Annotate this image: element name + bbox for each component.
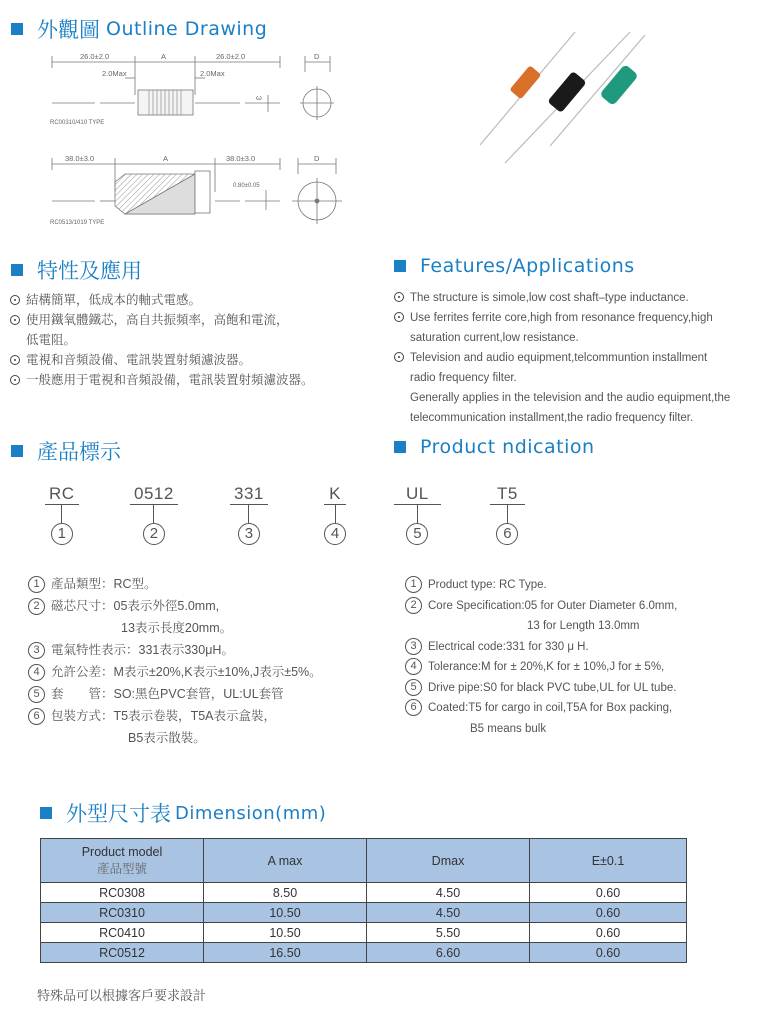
title-square-icon [40,807,52,819]
bullet-icon [10,375,20,385]
list-item: 2 Core Specification:05 for Outer Diameter 6.0mm, [405,596,677,617]
code-part-3: 331 3 [230,484,268,545]
drawing1-lead-left-label: 26.0±2.0 [80,52,110,61]
title-square-icon [394,260,406,272]
header-d-max: Dmax [367,839,530,883]
list-item-continuation: 13表示長度20mm。 [121,621,233,635]
dimension-table [40,838,687,963]
drawing1-type-label: RC00310/410 TYPE [50,120,105,126]
drawing2-lead-left-label: 38.0±3.0 [65,154,95,163]
bullet-icon [394,292,404,302]
features-zh-list [10,290,314,390]
list-item: 3 Electrical code:331 for 330 μ H. [405,637,677,658]
list-item-continuation: B5 means bulk [470,722,547,735]
bullet-icon [10,355,20,365]
indication-zh-list [28,573,322,749]
bullet-icon [10,315,20,325]
dimension-title-zh: 外型尺寸表 [66,803,171,826]
drawing1-gap-right-label: 2.0Max [200,69,225,78]
header-a-max: A max [204,839,367,883]
features-en-title-text: Features/Applications [420,255,635,277]
bullet-icon [394,312,404,322]
features-en-list [394,288,759,428]
outline-drawing-2 [40,152,350,232]
header-model: Product model 產品型號 [41,839,204,883]
bullet-icon [394,352,404,362]
title-square-icon [11,445,23,457]
product-photo [450,30,700,170]
green-inductor [599,64,639,106]
black-inductor [547,71,587,113]
list-item: 5 Drive pipe:S0 for black PVC tube,UL for UL tube. [405,678,677,699]
drawing2-lead-right-label: 38.0±3.0 [226,154,256,163]
list-item-continuation: 低電阻。 [26,333,77,347]
list-item: 4 允許公差：M表示±20%,K表示±10%,J表示±5%。 [28,661,322,683]
outline-title-en: Outline Drawing [106,18,268,40]
list-item: The structure is simole,low cost shaft–type inductance. [394,288,759,308]
features-zh-title [11,255,142,285]
dimension-title [40,798,326,828]
list-item: Television and audio equipment,telcommuntion installment [394,348,759,368]
table-row: RC0308 8.50 4.50 0.60 [41,883,687,903]
list-item: 1 產品類型：RC型。 [28,573,322,595]
list-item: 電視和音頻設備、電訊裝置射頻濾波器。 [10,350,314,370]
drawing2-type-label: RC0513/1019 TYPE [50,220,105,226]
list-item: Use ferrites ferrite core,high from resonance frequency,high [394,308,759,328]
indication-title-zh: 產品標示 [37,441,121,464]
list-item: 6 包裝方式：T5表示卷裝，T5A表示盒裝， [28,705,322,727]
list-item-continuation: radio frequency filter. [410,372,517,384]
indication-en-title [394,436,595,458]
list-item: 一般應用于電視和音頻設備，電訊裝置射頻濾波器。 [10,370,314,390]
drawing2-diameter-label: D [314,154,320,163]
code-part-5: UL 5 [394,484,441,545]
table-header-row [41,839,687,883]
list-item: 4 Tolerance:M for ± 20%,K for ± 10%,J for ± 5%, [405,657,677,678]
drawing1-body-label: A [161,52,167,61]
code-part-6: T5 6 [490,484,525,545]
list-item: 使用鐵氧體鐵芯，高自共振頻率，高飽和電流， [10,310,314,330]
table-row: RC0512 16.50 6.60 0.60 [41,943,687,963]
indication-zh-title [11,436,121,466]
drawing1-wire-label: ω [256,93,262,102]
drawing2-wire-label: 0.80±0.05 [233,183,260,189]
list-item-continuation: telecommunication installment,the radio frequency filter. [410,412,694,424]
list-item: 3 電氣特性表示：331表示330μH。 [28,639,322,661]
list-item-continuation: B5表示散裝。 [128,731,206,745]
indication-title-en: Product ndication [420,436,595,458]
code-part-2: 0512 2 [130,484,178,545]
list-item: 5 套 管：SO:黑色PVC套管，UL:UL套管 [28,683,322,705]
outline-title-zh: 外觀圖 [37,19,100,42]
list-item-continuation: saturation current,low resistance. [410,332,579,344]
list-item: 6 Coated:T5 for cargo in coil,T5A for Box packing, [405,698,677,719]
table-row: RC0410 10.50 5.50 0.60 [41,923,687,943]
drawing1-diameter-label: D [314,52,320,61]
list-item: 1 Product type: RC Type. [405,575,677,596]
drawing1-lead-right-label: 26.0±2.0 [216,52,246,61]
code-part-4: K 4 [324,484,346,545]
indication-en-list [405,575,677,739]
features-en-title [394,255,635,277]
list-item: 2 磁芯尺寸：05表示外徑5.0mm, [28,595,322,617]
header-e: E±0.1 [530,839,687,883]
bullet-icon [10,295,20,305]
code-part-1: RC 1 [45,484,79,545]
title-square-icon [11,23,23,35]
features-zh-title-text: 特性及應用 [37,260,142,283]
table-row: RC0310 10.50 4.50 0.60 [41,903,687,923]
footnote: 特殊品可以根據客戶要求設計 [37,988,207,1003]
list-item-continuation: Generally applies in the television and the audio equipment,the [410,392,731,404]
drawing2-body-label: A [163,154,169,163]
list-item: 結構簡單，低成本的軸式電感。 [10,290,314,310]
outline-title [11,14,267,44]
list-item-continuation: 13 for Length 13.0mm [527,620,640,632]
outline-drawing-1 [40,50,350,130]
orange-inductor [509,65,541,99]
title-square-icon [394,441,406,453]
dimension-title-en: Dimension(mm) [175,802,327,824]
title-square-icon [11,264,23,276]
drawing1-gap-left-label: 2.0Max [102,69,127,78]
